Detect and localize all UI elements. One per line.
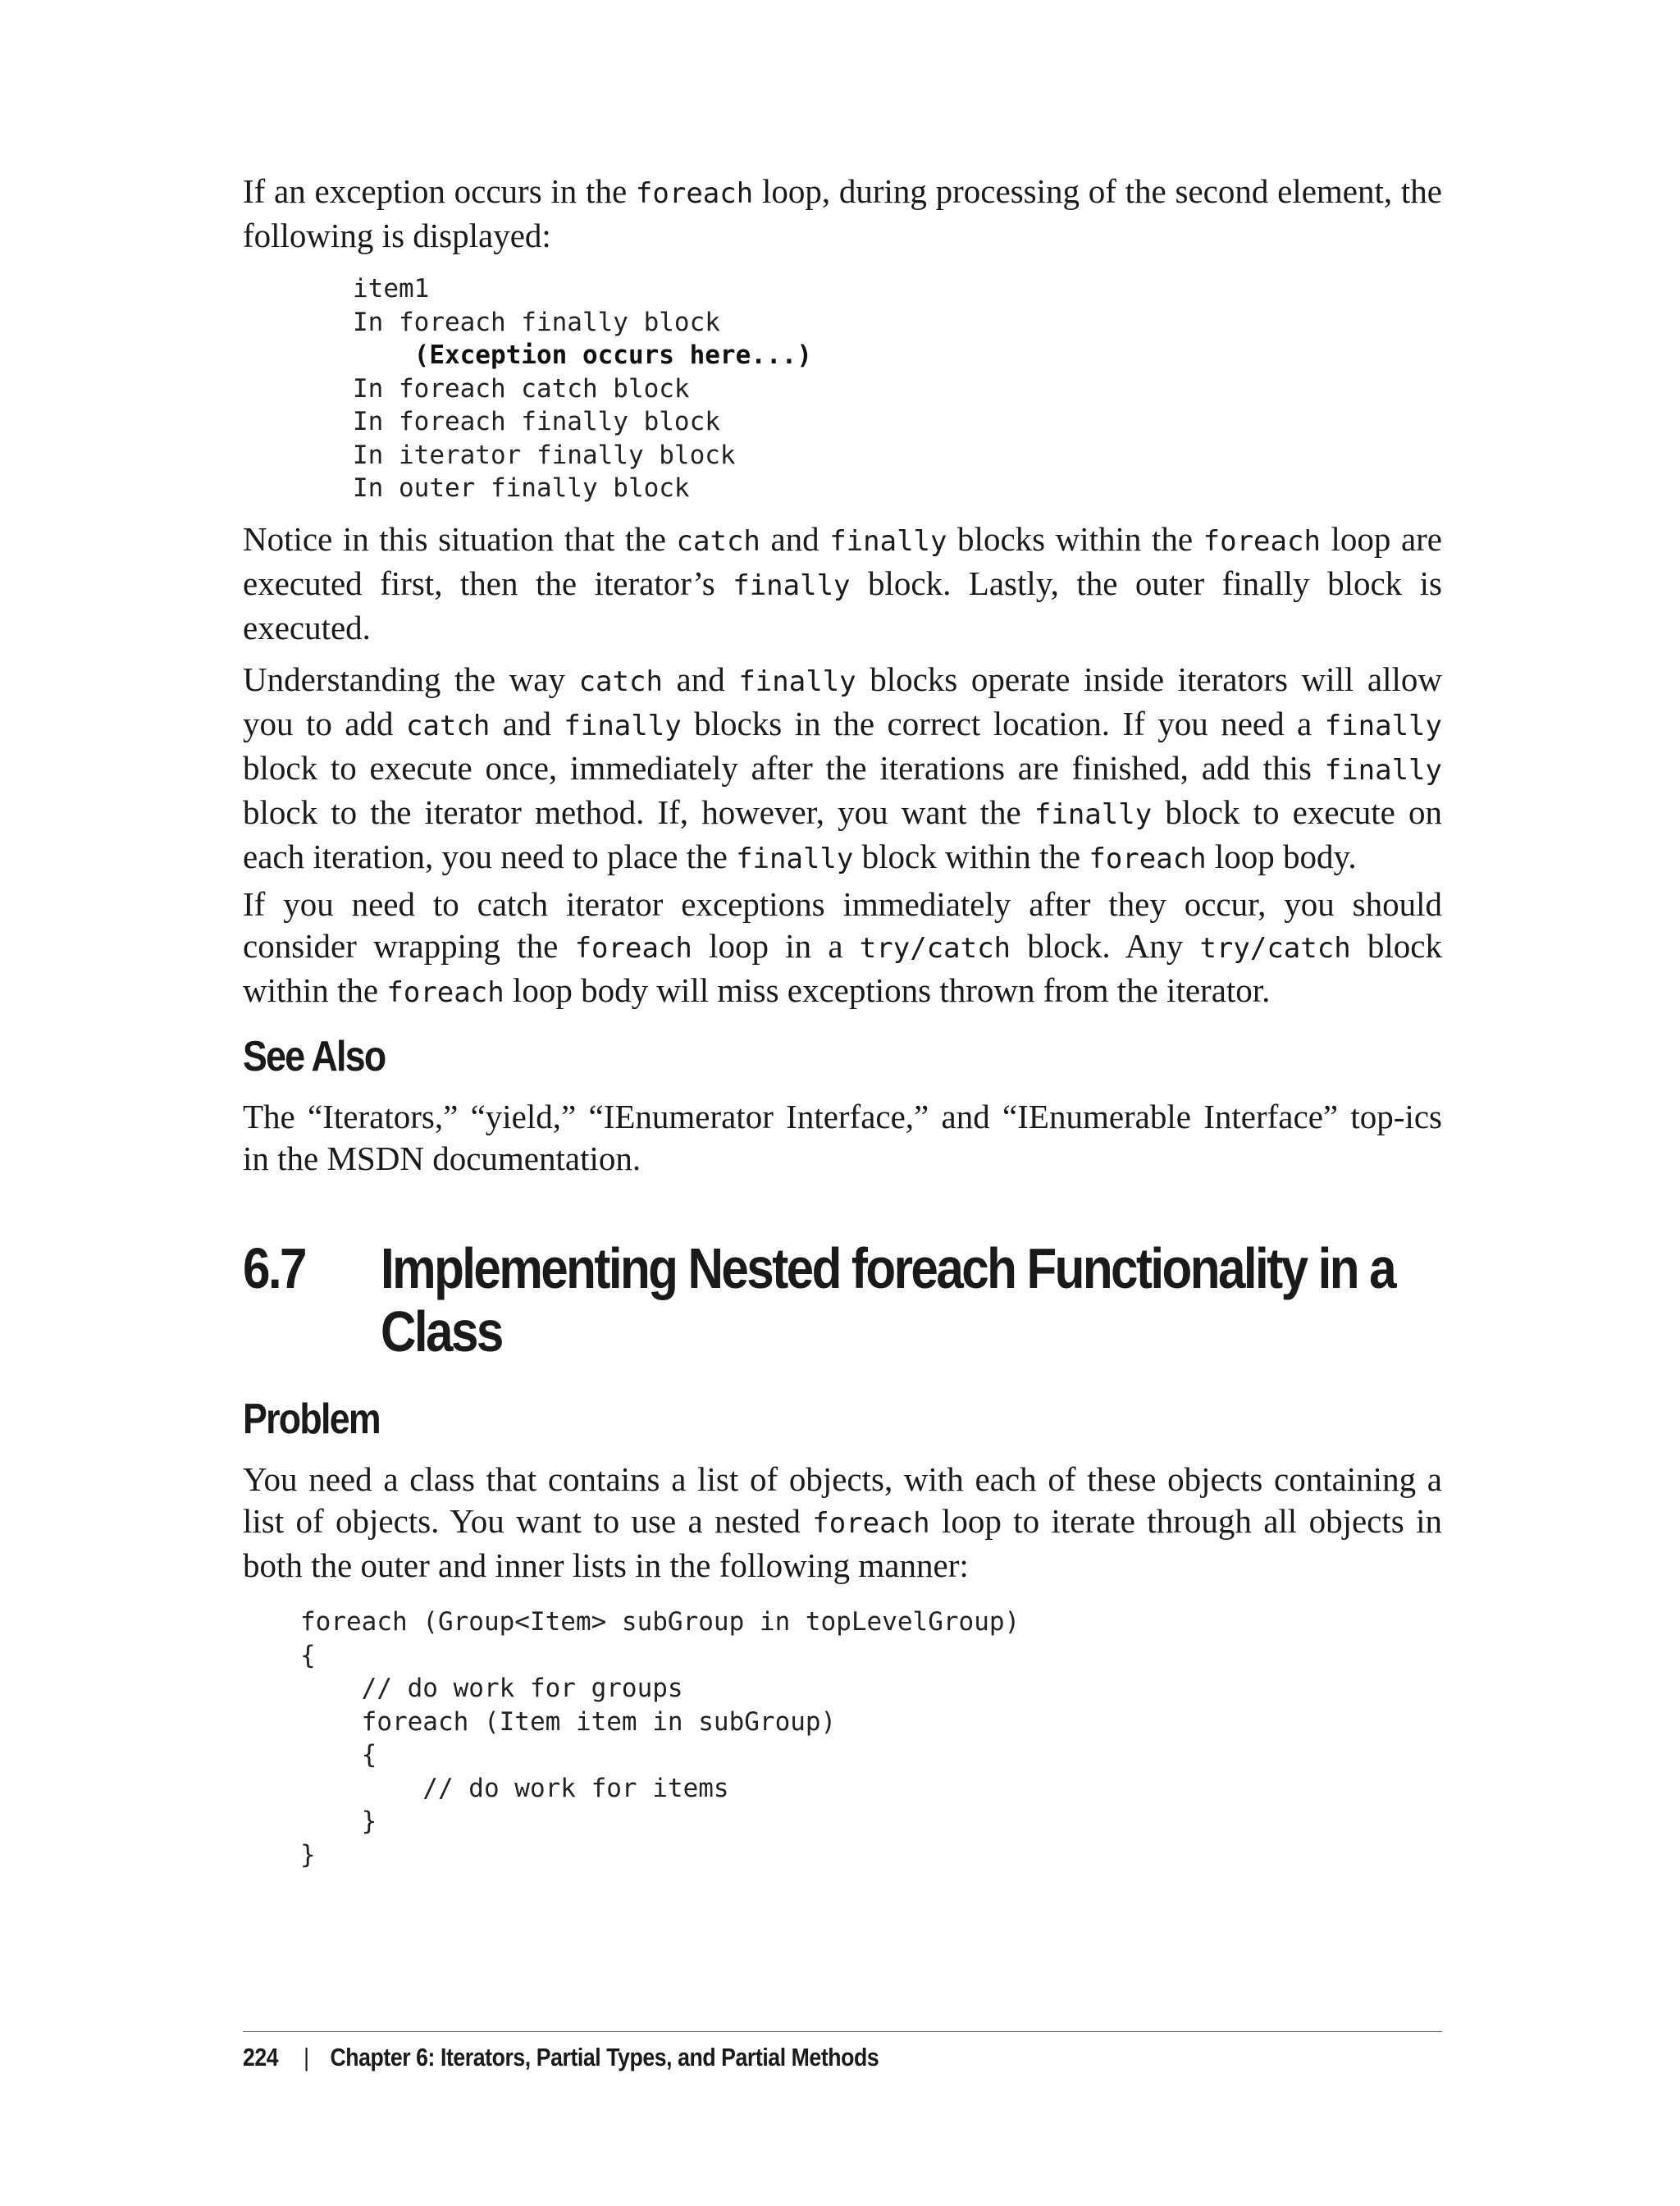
paragraph-problem: You need a class that contains a list of objects, with each of these objects containing a list of objects. You want to use a nested foreach loop to iterate through all objects in both the outer and inner lists in the following manner:	[243, 1460, 1442, 1584]
problem-heading: Problem	[243, 1395, 380, 1443]
footer-separator: |	[304, 2043, 309, 2071]
paragraph-understanding: Understanding the way catch and finally blocks operate inside iterators will allow you to add catch and finally blocks in the correct location. If you need a finally block to execute once, immediately after the iterations are finished, add this finally block to the iterator method. If, however, you want the finally block to execute on each iteration, you need to place the finally block within the foreach loop body.	[243, 660, 1442, 875]
output-block: item1 In foreach finally block (Exception occurs here...) In foreach catch block In foreach finally block In iterator finally block In outer finally block	[353, 274, 812, 503]
paragraph-catch-exceptions: If you need to catch iterator exceptions immediately after they occur, you should consider wrapping the foreach loop in a try/catch block. Any try/catch block within the foreach loop body will miss exceptions thrown from the iterator.	[243, 885, 1442, 1009]
page-number: 224	[243, 2043, 279, 2071]
see-also-heading: See Also	[243, 1033, 386, 1080]
footer-rule	[243, 2031, 1442, 2032]
code-block: foreach (Group<Item> subGroup in topLevelGroup) { // do work for groups foreach (Item item in subGroup) { // do work for items } }	[300, 1607, 1020, 1870]
paragraph-notice: Notice in this situation that the catch and finally blocks within the foreach loop are executed first, then the iterator’s finally block. Lastly, the outer finally block is executed.	[243, 520, 1442, 646]
chapter-title: Chapter 6: Iterators, Partial Types, and Partial Methods	[330, 2043, 879, 2071]
page-footer	[243, 2043, 879, 2072]
recipe-number: 6.7	[243, 1236, 305, 1300]
paragraph-see-also: The “Iterators,” “yield,” “IEnumerator Interface,” and “IEnumerable Interface” top-ics in the MSDN documentation.	[243, 1098, 1442, 1177]
paragraph-exception-intro: If an exception occurs in the foreach loop, during processing of the second element, the following is displayed:	[243, 172, 1442, 254]
recipe-title: Implementing Nested foreach Functionality in a Class	[381, 1236, 1395, 1363]
